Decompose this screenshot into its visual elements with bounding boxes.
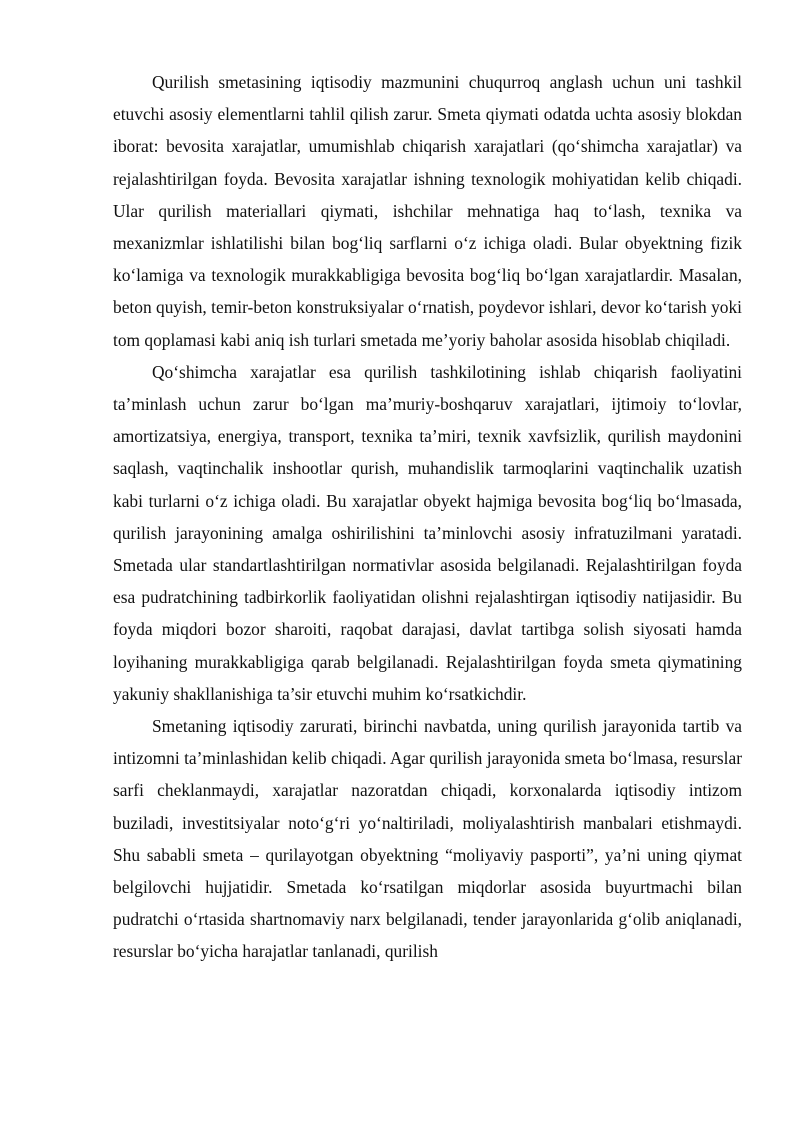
paragraph-overhead-costs: Qo‘shimcha xarajatlar esa qurilish tashkilotining ishlab chiqarish faoliyatini ta’minlash uchun zarur bo‘lgan ma’muriy-boshqaruv xarajatlari, ijtimoiy to‘lovlar, amortizatsiya, energiya, transport, texnika ta’miri, texnik xavfsizlik, qurilish maydonini saqlash, vaqtinchalik inshootlar qurish, muhandislik tarmoqlarini vaqtinchalik uzatish kabi turlarni o‘z ichiga oladi. Bu xarajatlar obyekt hajmiga bevosita bog‘liq bo‘lmasada, qurilish jarayonining amalga oshirilishini ta’minlovchi asosiy infratuzilmani yaratadi. Smetada ular standartlashtirilgan normativlar asosida belgilanadi. Rejalashtirilgan foyda esa pudratchining tadbirkorlik faoliyatidan olishni rejalashtirgan iqtisodiy natijasidir. Bu foyda miqdori bozor sharoiti, raqobat darajasi, davlat tartibga solish siyosati hamda loyihaning murakkabligiga qarab belgilanadi. Rejalashtirilgan foyda smeta qiymatining yakuniy shakllanishiga ta’sir etuvchi muhim ko‘rsatkichdir. xyxy=(113,361,742,704)
paragraph-cost-elements: Qurilish smetasining iqtisodiy mazmunini chuqurroq anglash uchun uni tashkil etuvchi asosiy elementlarni tahlil qilish zarur. Smeta qiymati odatda uchta asosiy blokdan iborat: bevosita xarajatlar, umumishlab chiqarish xarajatlari (qo‘shimcha xarajatlar) va rejalashtirilgan foyda. Bevosita xarajatlar ishning texnologik mohiyatidan kelib chiqadi. Ular qurilish materiallari qiymati, ishchilar mehnatiga haq to‘lash, texnika va mexanizmlar ishlatilishi bilan bog‘liq sarflarni o‘z ichiga oladi. Bular obyektning fizik ko‘lamiga va texnologik murakkabligiga bevosita bog‘liq bo‘lgan xarajatlardir. Masalan, beton quyish, temir-beton konstruksiyalar o‘rnatish, poydevor ishlari, devor ko‘tarish yoki tom qoplamasi kabi aniq ish turlari smetada me’yoriy baholar asosida hisoblab chiqiladi. xyxy=(113,72,742,350)
document-page xyxy=(113,66,742,968)
paragraph-economic-necessity: Smetaning iqtisodiy zarurati, birinchi navbatda, uning qurilish jarayonida tartib va intizomni ta’minlashidan kelib chiqadi. Agar qurilish jarayonida smeta bo‘lmasa, resurslar sarfi cheklanmaydi, xarajatlar nazoratdan chiqadi, korxonalarda iqtisodiy intizom buziladi, investitsiyalar noto‘g‘ri yo‘naltiriladi, moliyalashtirish manbalari etishmaydi. Shu sababli smeta – qurilayotgan obyektning “moliyaviy pasporti”, ya’ni uning qiymat belgilovchi hujjatidir. Smetada ko‘rsatilgan miqdorlar asosida buyurtmachi bilan pudratchi o‘rtasida shartnomaviy narx belgilanadi, tender jarayonlarida g‘olib aniqlanadi, resurslar bo‘yicha harajatlar tanlanadi, qurilish xyxy=(113,716,742,962)
